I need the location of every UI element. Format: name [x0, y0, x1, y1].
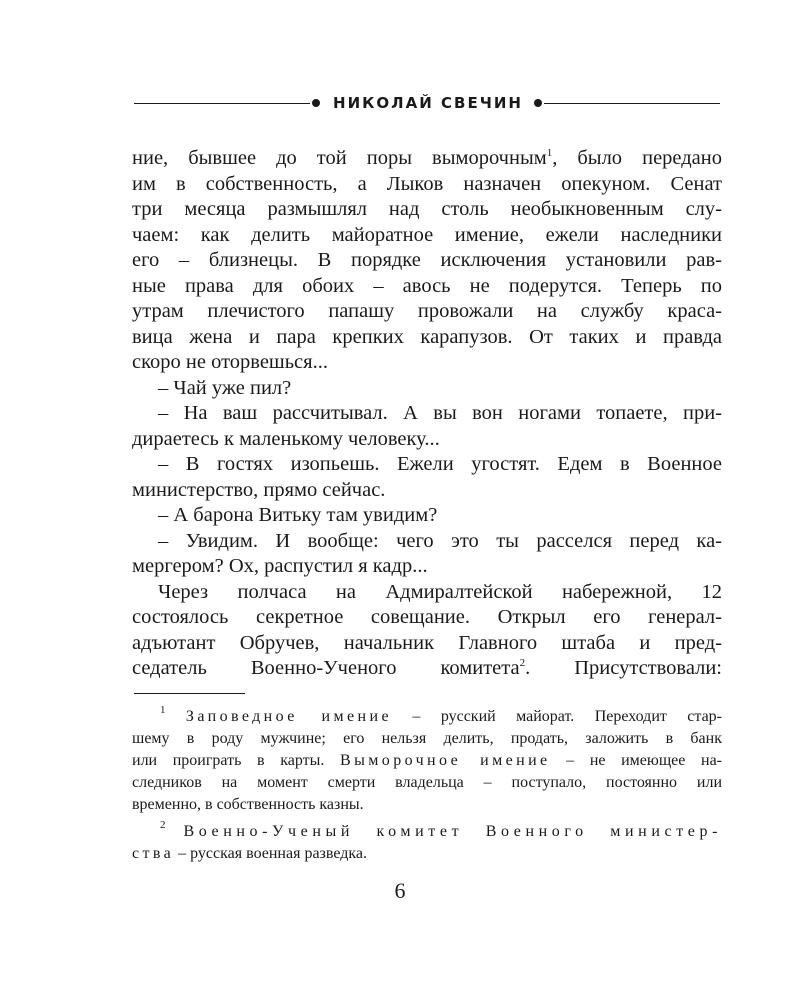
text-line: Через полчаса на Адмиралтейской набережной, 12 — [158, 580, 722, 603]
text-line: состоялось секретное совещание. Открыл его генерал- — [132, 606, 722, 628]
footnote-line — [132, 750, 722, 772]
text-fragment: , было передано — [552, 147, 722, 169]
text-line: ные права для обоих – авось не подерутся. Теперь по — [132, 274, 722, 297]
footnote-term: ства — [132, 845, 175, 862]
text-line — [132, 146, 722, 172]
body-text — [132, 146, 722, 682]
footnote-mark: 1 — [160, 704, 166, 716]
text-fragment: – русская военная разведка. — [174, 845, 367, 862]
text-fragment: – русский майорат. Переходит стар- — [391, 708, 723, 725]
text-fragment: – не имеющее на- — [550, 752, 723, 769]
footnote-line — [132, 706, 722, 728]
footnote-ref: 2 — [519, 657, 526, 669]
text-line: чаем: как делить майоратное имение, ежели наследники — [132, 223, 722, 246]
text-line: мергером? Ох, распустил я кадр... — [132, 555, 428, 577]
text-fragment: или проиграть в карты. — [132, 752, 341, 769]
running-header — [134, 92, 720, 116]
text-line: скоро не оторвешься... — [132, 351, 328, 373]
footnote-line — [132, 821, 722, 843]
text-fragment: . Присутствовали: — [525, 657, 722, 679]
dialogue-line: – В гостях изопьешь. Ежели угостят. Едем в Военное — [158, 453, 722, 475]
footnote-line — [132, 843, 722, 865]
text-line: три месяца размышлял над столь необыкновенным слу- — [132, 198, 722, 220]
footnote-line: следников на момент смерти владельца – поступало, постоянно или — [132, 774, 722, 791]
author-name: НИКОЛАЙ СВЕЧИН — [333, 94, 523, 112]
footnote-term: Заповедное имение — [185, 708, 392, 725]
footnote-separator — [134, 693, 245, 694]
footnote-line: временно, в собственность казны. — [132, 796, 364, 813]
dialogue-line: – Чай уже пил? — [158, 376, 292, 399]
text-line: министерство, прямо сейчас. — [132, 478, 386, 501]
footnote-line: шему в роду мужчине; его нельзя делить, продать, заложить в банк — [132, 730, 722, 747]
bullet-icon — [312, 99, 320, 107]
page-number: 6 — [394, 878, 406, 903]
footnote-mark: 2 — [160, 819, 166, 831]
bullet-icon — [534, 99, 542, 107]
text-fragment: ние, бывшее до той поры выморочным — [132, 147, 547, 169]
text-line: утрам плечистого папашу провожали на службу краса- — [132, 300, 722, 322]
text-line — [132, 656, 722, 682]
dialogue-line: – А барона Витьку там увидим? — [158, 504, 438, 526]
text-line: вица жена и пара крепких карапузов. От таких и правда — [132, 325, 722, 348]
footnote-term: Выморочное имение — [340, 752, 551, 769]
footnote-term: Военно-Ученый комитет Военного министер- — [183, 823, 723, 840]
footnotes — [132, 706, 722, 865]
dialogue-line: – На ваш рассчитывал. А вы вон ногами топаете, при- — [158, 402, 722, 424]
header-rule-right — [544, 103, 720, 104]
dialogue-line: – Увидим. И вообще: чего это ты расселся перед ка- — [158, 529, 722, 552]
footnote-ref: 1 — [546, 147, 553, 159]
text-line: дираетесь к маленькому человеку... — [132, 427, 440, 450]
text-fragment: седатель Военно-Ученого комитета — [132, 657, 520, 679]
text-line: его – близнецы. В порядке исключения установили рав- — [132, 249, 722, 271]
header-rule-left — [134, 103, 310, 104]
text-line: адъютант Обручев, начальник Главного штаба и пред- — [132, 631, 722, 654]
text-line: им в собственность, а Лыков назначен опекуном. Сенат — [132, 172, 722, 195]
